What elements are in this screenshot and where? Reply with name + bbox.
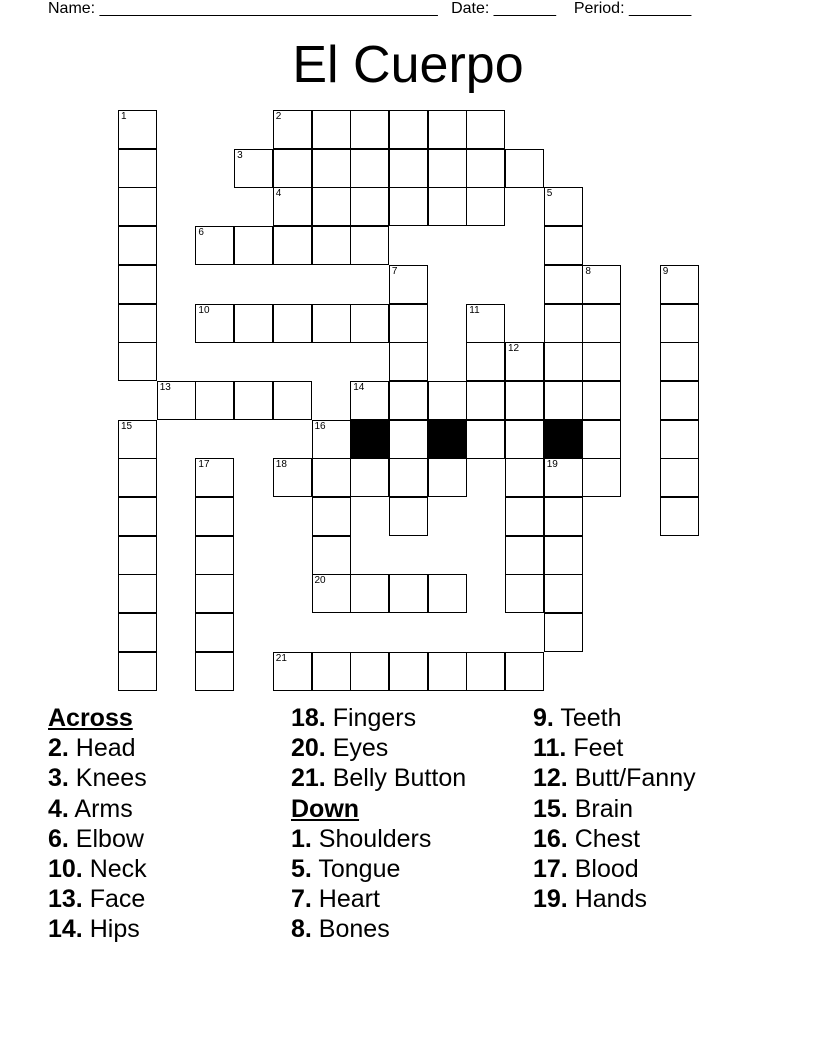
clue-num: 14. [48, 915, 83, 944]
grid-cell[interactable] [582, 342, 621, 381]
across-clue [291, 703, 466, 733]
grid-cell[interactable] [505, 497, 544, 536]
grid-cell[interactable] [428, 187, 467, 226]
clue-text: Fingers [325, 704, 417, 732]
grid-cell[interactable] [273, 381, 312, 420]
down-clue [533, 824, 696, 854]
clue-text: Butt/Fanny [567, 764, 696, 793]
grid-cell[interactable] [389, 652, 428, 691]
clue-number: 3 [237, 149, 243, 161]
clue-number: 17 [198, 459, 210, 471]
down-clue [533, 854, 696, 884]
clue-number: 9 [662, 265, 669, 277]
grid-cell[interactable] [544, 536, 583, 575]
clue-column-1 [48, 703, 147, 945]
grid-cell[interactable] [505, 536, 544, 575]
grid-cell[interactable] [234, 304, 273, 343]
across-clue [291, 763, 466, 793]
grid-cell[interactable] [505, 381, 544, 420]
grid-cell[interactable] [118, 304, 157, 343]
down-clue [533, 763, 696, 793]
clue-number: 2 [275, 111, 282, 122]
clue-num: 11. [533, 734, 567, 763]
grid-cell[interactable] [312, 536, 351, 575]
grid-cell[interactable] [466, 110, 505, 149]
grid-cell[interactable] [234, 149, 273, 188]
across-clue [48, 854, 147, 884]
grid-cell[interactable] [195, 381, 234, 420]
grid-cell[interactable] [428, 458, 467, 497]
clue-number: 8 [585, 265, 591, 277]
down-clue [291, 884, 466, 914]
grid-cell[interactable] [312, 458, 351, 497]
grid-cell[interactable] [544, 381, 583, 420]
clue-num: 4. [48, 794, 69, 823]
grid-cell[interactable] [389, 420, 428, 459]
grid-cell[interactable] [582, 381, 621, 420]
grid-cell[interactable] [389, 187, 428, 226]
grid-cell[interactable] [273, 187, 312, 226]
grid-cell[interactable] [195, 613, 234, 652]
down-clue [533, 794, 696, 824]
clue-num: 6. [48, 824, 69, 853]
grid-cell[interactable] [428, 381, 467, 420]
grid-cell[interactable] [389, 497, 428, 536]
grid-cell[interactable] [505, 652, 544, 691]
grid-cell[interactable] [544, 497, 583, 536]
grid-cell[interactable] [389, 381, 428, 420]
grid-cell[interactable] [312, 420, 351, 459]
clue-number: 14 [353, 381, 365, 393]
down-clue [291, 914, 466, 944]
grid-cell[interactable] [273, 149, 312, 188]
grid-cell[interactable] [350, 187, 389, 226]
grid-cell[interactable] [660, 381, 699, 420]
grid-cell[interactable] [389, 342, 428, 381]
grid-cell[interactable] [195, 304, 234, 343]
grid-cell[interactable] [466, 149, 505, 188]
grid-cell[interactable] [234, 381, 273, 420]
grid-cell[interactable] [428, 149, 467, 188]
grid-cell[interactable] [273, 110, 312, 149]
grid-cell[interactable] [505, 574, 544, 613]
clue-number: 20 [314, 575, 326, 587]
clue-num: 2. [48, 734, 69, 763]
clue-num: 19. [533, 885, 568, 914]
grid-cell[interactable] [118, 342, 157, 381]
grid-cell[interactable] [273, 226, 312, 265]
grid-cell[interactable] [466, 381, 505, 420]
clue-text: Elbow [68, 824, 144, 853]
grid-cell[interactable] [195, 458, 234, 497]
grid-cell[interactable] [118, 536, 157, 575]
clue-text: Hands [567, 885, 647, 914]
across-clue [48, 884, 147, 914]
grid-cell[interactable] [389, 110, 428, 149]
clue-text: Knees [68, 764, 147, 793]
grid-cell[interactable] [118, 652, 157, 691]
grid-cell[interactable] [312, 187, 351, 226]
grid-cell[interactable] [505, 342, 544, 381]
grid-cell[interactable] [505, 149, 544, 188]
clue-num: 13. [48, 885, 83, 914]
grid-cell[interactable] [582, 420, 621, 459]
grid-cell[interactable] [118, 226, 157, 265]
grid-cell[interactable] [544, 458, 583, 497]
section-heading: Down [291, 794, 360, 823]
clue-num: 12. [533, 764, 568, 793]
grid-cell[interactable] [350, 652, 389, 691]
section-heading: Across [48, 704, 133, 732]
black-square [544, 420, 583, 459]
clue-text: Chest [567, 824, 641, 853]
grid-cell[interactable] [350, 149, 389, 188]
down-clue [533, 884, 696, 914]
page-title: El Cuerpo [292, 36, 524, 94]
grid-cell[interactable] [273, 304, 312, 343]
clue-num: 17. [533, 855, 568, 884]
black-square [428, 420, 467, 459]
clue-number: 10 [198, 304, 210, 316]
clue-num: 3. [48, 764, 69, 793]
grid-cell[interactable] [389, 458, 428, 497]
clue-number: 19 [546, 459, 558, 471]
clue-num: 9. [533, 704, 554, 732]
grid-cell[interactable] [505, 420, 544, 459]
grid-cell[interactable] [544, 226, 583, 265]
grid-cell[interactable] [312, 304, 351, 343]
grid-cell[interactable] [428, 574, 467, 613]
grid-cell[interactable] [118, 110, 157, 149]
clue-num: 10. [48, 855, 83, 884]
grid-cell[interactable] [466, 652, 505, 691]
across-clue [48, 794, 147, 824]
clue-text: Shoulders [311, 824, 432, 853]
clue-number: 1 [121, 111, 127, 122]
grid-cell[interactable] [312, 497, 351, 536]
grid-cell[interactable] [660, 304, 699, 343]
clue-num: 20. [291, 734, 326, 763]
grid-cell[interactable] [118, 265, 157, 304]
clue-text: Head [68, 734, 136, 763]
clue-number: 6 [198, 227, 204, 239]
grid-cell[interactable] [312, 226, 351, 265]
clue-num: 7. [291, 885, 312, 914]
clue-number: 13 [159, 381, 171, 393]
grid-cell[interactable] [350, 226, 389, 265]
down-clue [291, 824, 466, 854]
clue-number: 7 [391, 265, 398, 277]
date-field[interactable]: Date: _______ [451, 0, 557, 17]
grid-cell[interactable] [660, 458, 699, 497]
clue-num: 15. [533, 794, 568, 823]
grid-cell[interactable] [505, 458, 544, 497]
grid-cell[interactable] [428, 110, 467, 149]
clue-text: Brain [567, 794, 634, 823]
grid-cell[interactable] [660, 265, 699, 304]
grid-cell[interactable] [312, 149, 351, 188]
grid-cell[interactable] [582, 265, 621, 304]
grid-cell[interactable] [312, 652, 351, 691]
clue-number: 12 [508, 343, 520, 355]
across-clue [48, 763, 147, 793]
grid-cell[interactable] [350, 574, 389, 613]
grid-cell[interactable] [660, 420, 699, 459]
grid-cell[interactable] [428, 652, 467, 691]
grid-cell[interactable] [544, 265, 583, 304]
grid-cell[interactable] [312, 574, 351, 613]
clue-text: Face [82, 885, 146, 914]
across-clue [291, 733, 466, 763]
clue-number: 16 [314, 420, 326, 432]
grid-cell[interactable] [466, 304, 505, 343]
down-clue [533, 733, 696, 763]
black-square [350, 420, 389, 459]
clue-number: 15 [121, 420, 133, 432]
clue-text: Arms [68, 794, 133, 823]
across-clue [48, 824, 147, 854]
grid-cell[interactable] [466, 342, 505, 381]
grid-cell[interactable] [118, 187, 157, 226]
grid-cell[interactable] [195, 497, 234, 536]
grid-cell[interactable] [118, 613, 157, 652]
across-clue [48, 914, 147, 944]
down-clue [533, 703, 696, 733]
grid-cell[interactable] [544, 613, 583, 652]
clue-column-3 [533, 703, 696, 914]
clue-num: 16. [533, 824, 568, 853]
clue-number: 4 [275, 188, 282, 200]
grid-cell[interactable] [273, 652, 312, 691]
grid-cell[interactable] [118, 458, 157, 497]
clue-number: 11 [469, 304, 480, 316]
grid-cell[interactable] [660, 497, 699, 536]
clue-text: Neck [82, 855, 147, 884]
clue-text: Eyes [325, 734, 389, 763]
grid-cell[interactable] [350, 304, 389, 343]
grid-cell[interactable] [389, 574, 428, 613]
grid-cell[interactable] [389, 149, 428, 188]
clue-num: 1. [291, 824, 312, 853]
grid-cell[interactable] [118, 420, 157, 459]
grid-cell[interactable] [389, 265, 428, 304]
clue-num: 8. [291, 915, 312, 944]
grid-cell[interactable] [544, 187, 583, 226]
grid-cell[interactable] [350, 381, 389, 420]
clue-text: Teeth [553, 704, 622, 732]
grid-cell[interactable] [195, 652, 234, 691]
grid-cell[interactable] [466, 420, 505, 459]
grid-cell[interactable] [544, 574, 583, 613]
grid-cell[interactable] [118, 574, 157, 613]
grid-cell[interactable] [582, 304, 621, 343]
clue-column-2 [291, 703, 466, 945]
down-clue [291, 854, 466, 884]
grid-cell[interactable] [195, 574, 234, 613]
clue-number: 5 [546, 188, 553, 200]
period-field[interactable]: Period: _______ [573, 0, 692, 17]
grid-cell[interactable] [466, 187, 505, 226]
grid-cell[interactable] [350, 458, 389, 497]
grid-cell[interactable] [195, 226, 234, 265]
clue-text: Bones [311, 915, 390, 944]
across-clue [48, 733, 147, 763]
clue-number: 21 [275, 652, 287, 664]
grid-cell[interactable] [389, 304, 428, 343]
grid-cell[interactable] [234, 226, 273, 265]
clue-text: Blood [567, 855, 639, 884]
clue-text: Feet [566, 734, 624, 763]
clue-num: 5. [291, 855, 312, 884]
clue-text: Heart [311, 885, 380, 914]
grid-cell[interactable] [157, 381, 196, 420]
clue-text: Tongue [311, 855, 401, 884]
clue-text: Belly Button [325, 764, 467, 793]
clue-num: 21. [291, 764, 326, 793]
grid-cell[interactable] [544, 342, 583, 381]
name-field[interactable]: Name: ______________________________________ [48, 0, 438, 17]
grid-cell[interactable] [118, 149, 157, 188]
clue-number: 18 [275, 459, 287, 471]
grid-cell[interactable] [118, 497, 157, 536]
grid-cell[interactable] [660, 342, 699, 381]
clue-text: Hips [82, 915, 140, 944]
grid-cell[interactable] [544, 304, 583, 343]
grid-cell[interactable] [273, 458, 312, 497]
grid-cell[interactable] [195, 536, 234, 575]
grid-cell[interactable] [582, 458, 621, 497]
grid-cell[interactable] [350, 110, 389, 149]
grid-cell[interactable] [312, 110, 351, 149]
clue-num: 18. [291, 704, 326, 732]
